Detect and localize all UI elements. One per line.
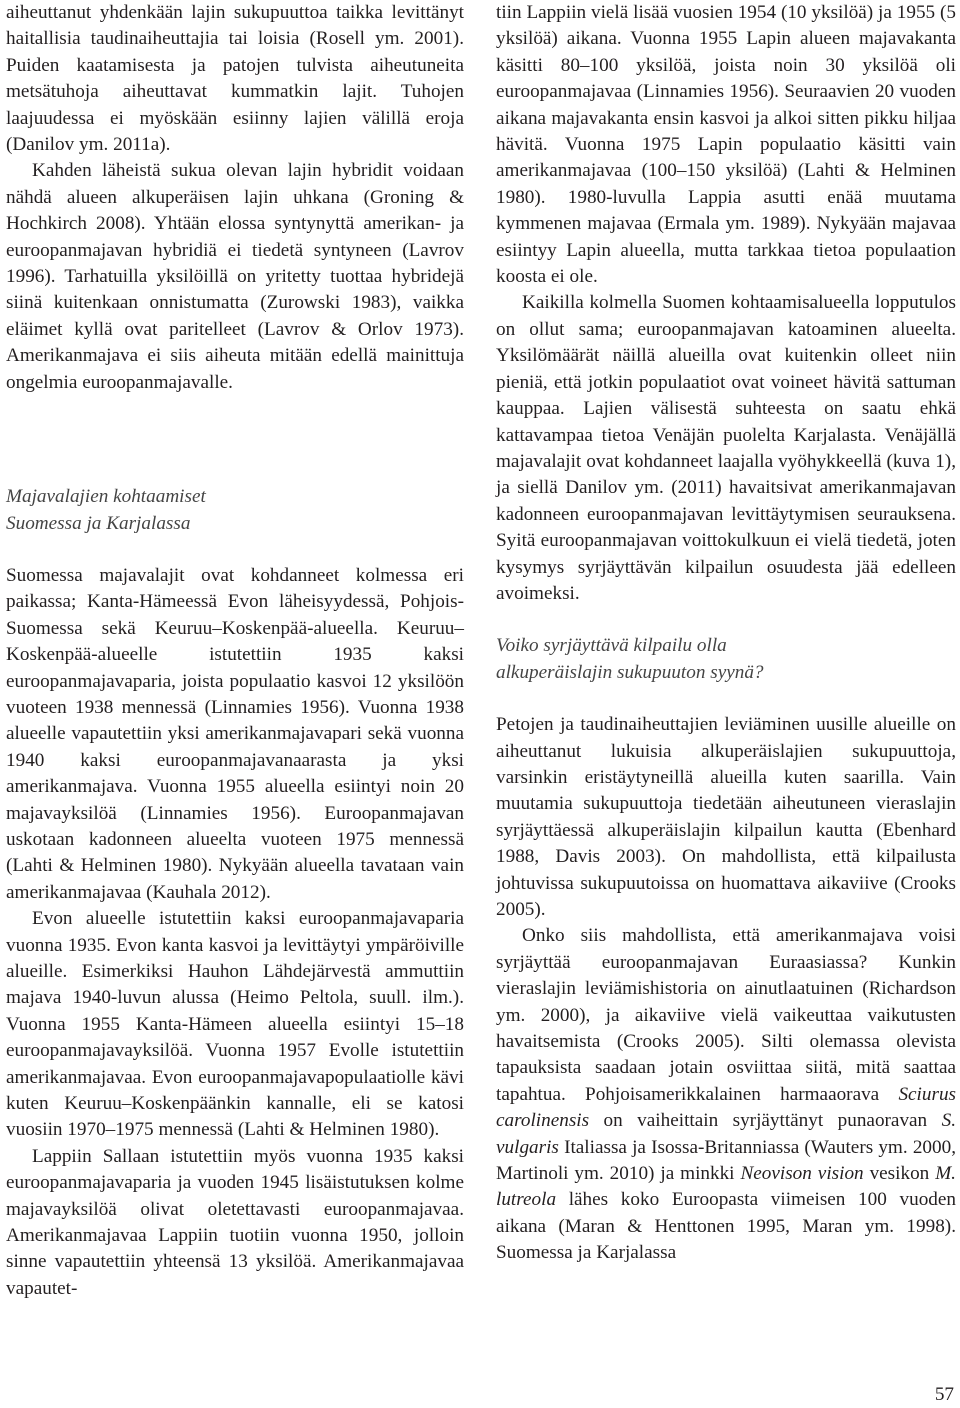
heading-line: alkuperäislajin sukupuuton syynä? bbox=[496, 661, 764, 683]
paragraph: tiin Lappiin vielä lisää vuosien 1954 (10 yksilöä) ja 1955 (5 yksilöä) aikana. Vuonna 1955 Lapin alueen majavakanta käsitti 80–100 yksilöä, joista noin 30 yksilöä oli euroopanmajavaa (Linnamies 1956). Seuraavien 20 vuoden aikana majavakanta ensin kasvoi ja alkoi sitten pikku hiljaa hävitä. Vuonna 1975 Lapin populaatio käsitti vain amerikanmajavaa (100–150 yksilöä) (Lahti & Helminen 1980). 1980-luvulla Lappia asutti enää muutama kymmenen majavaa (Ermala ym. 1989). Nykyään majavaa esiintyy Lapin alueella, mutta tarkkaa tietoa populaation koosta ei ole. bbox=[496, 2, 956, 288]
section-heading bbox=[6, 484, 464, 537]
left-column bbox=[6, 0, 464, 1302]
species-name: Sciurus carolinensis bbox=[496, 1083, 956, 1132]
paragraph: Petojen ja taudinaiheuttajien leviäminen uusille alueille on aiheuttanut lukuisia alkuperäislajien sukupuuttoja, varsinkin eristäytyneillä alueilla kuten saarilla. Vain muutamia sukupuuttoja tiedetään aiheutuneen vieraslajin syrjäyttäessä alkuperäislajin kilpailun kautta (Ebenhard 1988, Davis 2003). On mahdollista, että kilpailusta johtuvissa sukupuutoissa on huomattava aikaviive (Crooks 2005). bbox=[496, 714, 956, 920]
paragraph: Kahden läheistä sukua olevan lajin hybridit voidaan nähdä alueen alkuperäisen lajin uhkana (Groning & Hochkirch 2008). Yhtään elossa syntynyttä amerikan- ja euroopanmajavan hybridiä ei tiedetä syntyneen (Lavrov 1996). Tarhatuilla yksilöillä on yritetty tuottaa hybridejä siinä kuitenkaan onnistumatta (Zurowski 1983), vaikka eläimet kyllä ovat paritelleet (Lavrov & Orlov 1973). Amerikanmajava ei siis aiheuta mitään edellä mainittuja ongelmia euroopanmajavalle. bbox=[6, 160, 464, 393]
paragraph bbox=[496, 923, 956, 1266]
right-column bbox=[496, 0, 956, 1267]
text-run: lähes koko Euroopasta viimeisen 100 vuoden aikana (Maran & Henttonen 1995, Maran ym. 1998). Suomessa ja Karjalassa bbox=[496, 1189, 956, 1264]
paragraph: Evon alueelle istutettiin kaksi euroopanmajavaparia vuonna 1935. Evon kanta kasvoi ja levittäytyi ympäröiville alueille. Esimerkiksi Hauhon Lähdejärvestä ammuttiin majava 1940-luvun alussa (Heimo Peltola, suull. ilm.). Vuonna 1955 Kanta-Hämeen alueella esiintyi 15–18 euroopanmajavayksilöä. Vuonna 1957 Evolle istutettiin amerikanmajavaa. Evon euroopanmajavapopulaatiolle kävi kuten Keuruu–Koskenpäänkin kannalle, eli se katosi vuosiin 1970–1975 mennessä (Lahti & Helminen 1980). bbox=[6, 908, 464, 1141]
heading-line: Suomessa ja Karjalassa bbox=[6, 512, 191, 534]
paragraph: Suomessa majavalajit ovat kohdanneet kolmessa eri paikassa; Kanta-Hämeessä Evon läheisyydessä, Pohjois-Suomessa sekä Keuruu–Koskenpää-alueella. Keuruu–Koskenpää-alueelle istutettiin 1935 kaksi euroopanmajavaparia, joista populaatio kasvoi 12 yksilöön vuoteen 1938 mennessä (Linnamies 1956). Vuonna 1938 alueelle vapautettiin yksi amerikanmajavapari sekä vuonna 1940 kaksi euroopanmajavanaarasta ja yksi amerikanmajava. Vuonna 1955 alueella esiintyi noin 20 majavayksilöä (Linnamies 1956). Euroopanmajavan uskotaan kadonneen alueelta vuoteen 1975 mennessä (Lahti & Helminen 1980). Nykyään alueella tavataan vain amerikanmajavaa (Kauhala 2012). bbox=[6, 564, 464, 903]
species-name: Neovison vision bbox=[740, 1163, 864, 1185]
text-run: on vaiheittain syrjäyttänyt punaoravan bbox=[589, 1110, 942, 1132]
heading-line: Majavalajien kohtaamiset bbox=[6, 486, 206, 508]
species-name: S. vulgaris bbox=[496, 1110, 956, 1158]
paragraph: Kaikilla kolmella Suomen kohtaamisalueella lopputulos on ollut sama; euroopanmajavan katoaminen alueelta. Yksilömäärät näillä alueilla ovat kuitenkin olleet niin pieniä, että jotkin populaatiot ovat voineet hävitä sattuman kauppaa. Lajien välisestä suhteesta on saatu ehkä kattavampaa tietoa Venäjän puolelta Karjalasta. Venäjällä majavalajit ovat kohdanneet laajalla vyöhykkeellä (kuva 1), ja siellä Danilov ym. (2011) havaitsivat amerikanmajavan kadonneen euroopanmajavan levittäytymisen seurauksena. Syitä euroopanmajavan voittokulkuun ei vielä tiedetä, joten kysymys syrjäyttävän kilpailun osuudesta jää edelleen avoimeksi. bbox=[496, 292, 956, 604]
text-run: Italiassa ja Isossa-Britanniassa (Wauters ym. 2000, Martinoli ym. 2010) ja minkki bbox=[496, 1136, 956, 1185]
paragraph: Lappiin Sallaan istutettiin myös vuonna 1935 kaksi euroopanmajavaparia ja vuoden 1945 lisäistutuksen kolme majavayksilöä olivat oletettavasti euroopanmajavaa. Amerikanmajavaa Lappiin tuotiin vuonna 1950, jolloin sinne vapautettiin yhteensä 13 yksilöä. Amerikanmajavaa vapautet- bbox=[6, 1145, 464, 1299]
section-heading bbox=[496, 633, 956, 686]
paragraph: aiheuttanut yhdenkään lajin sukupuuttoa taikka levittänyt haitallisia taudinaiheuttajia tai loisia (Rosell ym. 2001). Puiden kaatamisesta ja patojen tulvista aiheutuneita metsätuhoja aiheuttavat kummatkin lajit. Tuhojen laajuudessa ei myöskään esiinny lajien välillä eroja (Danilov ym. 2011a). bbox=[6, 2, 464, 156]
text-run: Onko siis mahdollista, että amerikanmajava voisi syrjäyttää euroopanmajavan Euraasiassa? Kunkin vieraslajin leviämishistoria on ainutlaatuinen (Richardson ym. 2000), ja aikaviive vielä vaikeuttaa vaikutusten havaitsemista (Crooks 2005). Silti olemassa olevista tapauksista saadaan jotain osviittaa siitä, mitä saattaa tapahtua. Pohjoisamerikkalainen harmaaorava bbox=[496, 925, 956, 1105]
text-run: vesikon bbox=[863, 1163, 936, 1185]
species-name: M. lutreola bbox=[496, 1163, 956, 1211]
page-number: 57 bbox=[934, 1384, 954, 1405]
heading-line: Voiko syrjäyttävä kilpailu olla bbox=[496, 635, 727, 657]
